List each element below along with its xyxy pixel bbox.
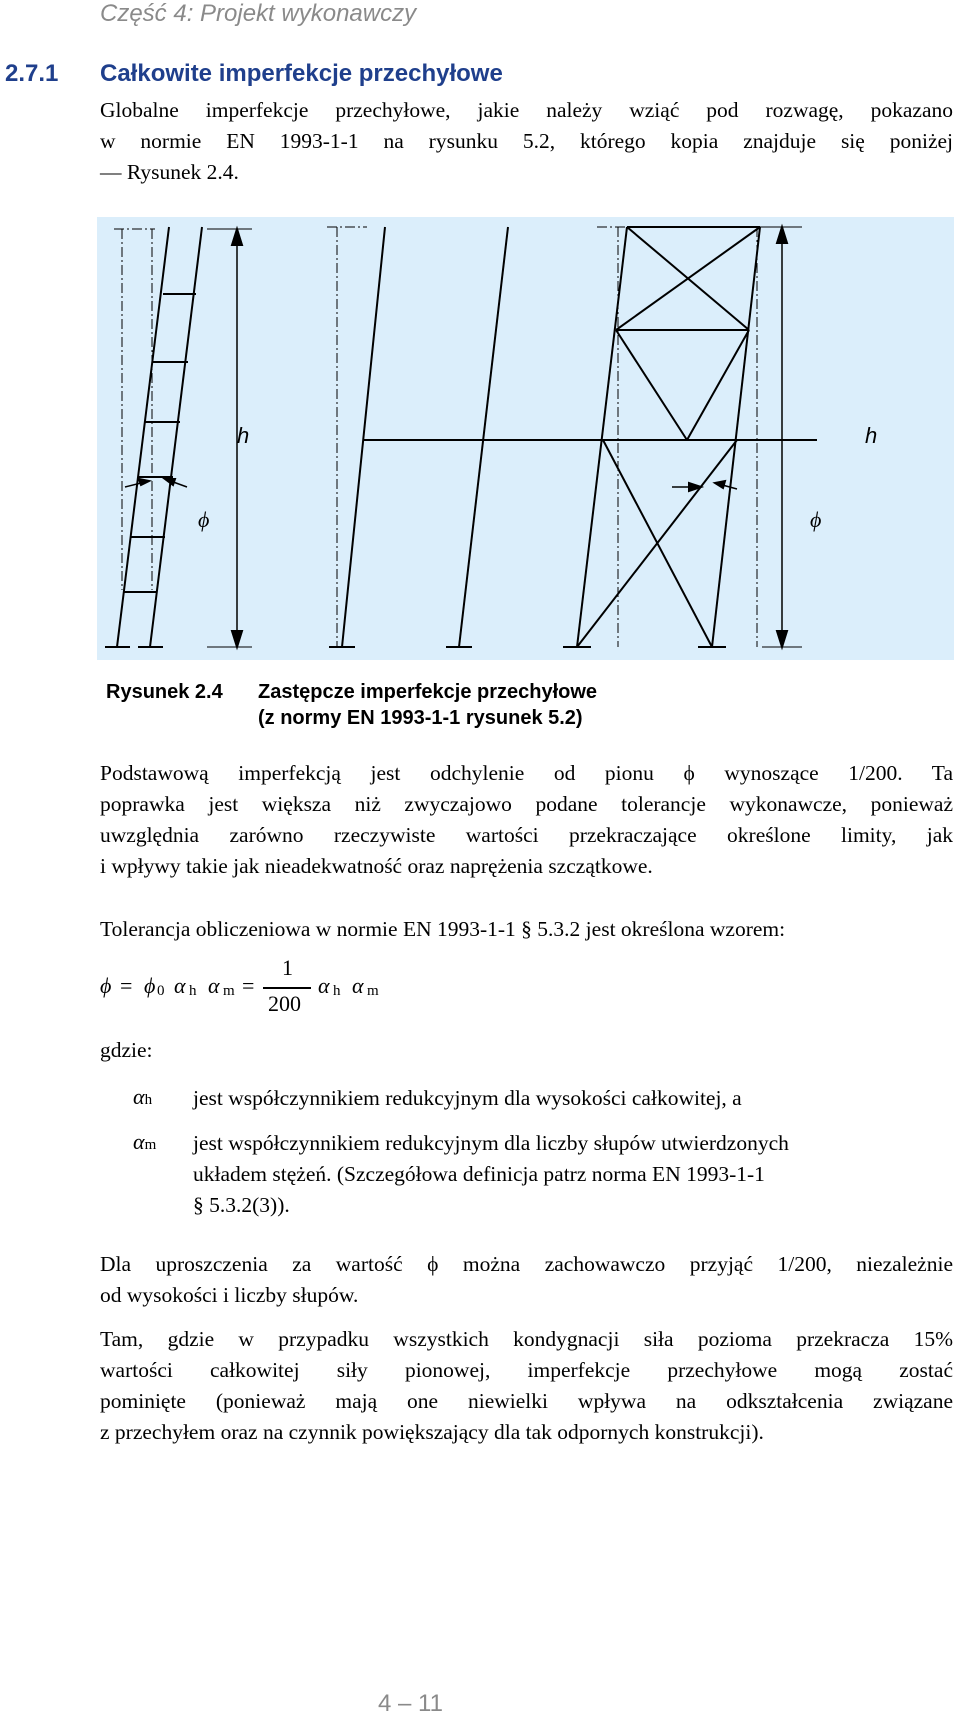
text-line: pominięte (ponieważ mają one niewielki wpływa na odkształcenia związane <box>100 1389 953 1413</box>
running-header: Część 4: Projekt wykonawczy <box>100 0 417 27</box>
bracing-diagonal <box>616 330 687 440</box>
section-title: Całkowite imperfekcje przechyłowe <box>100 60 503 87</box>
paragraph-horizontal-force <box>100 1324 953 1448</box>
paragraph-basic-imperfection <box>100 758 953 882</box>
formula-numerator: 1 <box>282 955 293 980</box>
figure-caption-line: Zastępcze imperfekcje przechyłowe <box>258 681 598 703</box>
formula-denominator: 200 <box>268 991 301 1016</box>
intro-paragraph <box>100 95 953 188</box>
label-h-right: h <box>865 423 878 448</box>
page-number: 4 – 11 <box>378 1690 443 1717</box>
text-line: w normie EN 1993-1-1 na rysunku 5.2, którego kopia znajduje się poniżej <box>100 129 953 153</box>
definition-text <box>193 1128 933 1221</box>
text-line: Globalne imperfekcje przechyłowe, jakie należy wziąć pod rozwagę, pokazano <box>100 98 953 122</box>
formula-subscript: m <box>367 983 379 999</box>
fraction-bar <box>263 987 311 989</box>
text-line: od wysokości i liczby słupów. <box>100 1283 359 1307</box>
phi-arrowhead <box>139 479 149 485</box>
formula-subscript: 0 <box>157 983 165 999</box>
formula-equals: = <box>120 973 133 998</box>
inclined-column <box>117 227 169 647</box>
figure-caption-line: (z normy EN 1993-1-1 rysunek 5.2) <box>258 707 583 729</box>
inclined-column <box>712 227 760 647</box>
text-line: Dla uproszczenia za wartość ϕ można zachowawczo przyjąć 1/200, niezależnie <box>100 1252 953 1276</box>
bracing-diagonal <box>616 227 760 330</box>
definitions-intro: gdzie: <box>100 1038 153 1062</box>
figure-caption-label: Rysunek 2.4 <box>106 681 223 703</box>
label-h-left: h <box>237 423 250 448</box>
definition-symbol-alpha-h <box>133 1084 152 1110</box>
text-line: uwzględnia zarówno rzeczywiste wartości przekraczające określone limity, jak <box>100 823 953 847</box>
formula-alpha: α <box>318 973 330 998</box>
dimension-arrowhead <box>777 227 787 243</box>
formula-alpha: α <box>352 973 364 998</box>
text-line: jest współczynnikiem redukcyjnym dla liczby słupów utwierdzonych <box>193 1131 789 1155</box>
formula-subscript: h <box>189 983 197 999</box>
label-phi-right: ϕ <box>810 507 822 532</box>
dimension-arrowhead <box>232 229 242 245</box>
text-line: Tolerancja obliczeniowa w normie EN 1993-1-1 § 5.3.2 jest określona wzorem: <box>100 917 786 941</box>
formula-alpha: α <box>208 973 220 998</box>
definition-text: jest współczynnikiem redukcyjnym dla wysokości całkowitej, a <box>193 1086 742 1110</box>
inclined-column <box>342 227 385 647</box>
text-line: z przechyłem oraz na czynnik powiększający dla tak odpornych konstrukcji). <box>100 1420 764 1444</box>
section-number: 2.7.1 <box>5 60 59 87</box>
formula-phi <box>100 955 500 1025</box>
alpha-symbol: α <box>133 1129 145 1154</box>
paragraph-simplification <box>100 1249 953 1311</box>
figure-sway-imperfections <box>97 217 954 660</box>
formula-alpha: α <box>174 973 186 998</box>
bracing-diagonal <box>577 440 737 647</box>
inclined-column <box>150 227 202 647</box>
inclined-column <box>459 227 508 647</box>
dimension-arrowhead <box>777 631 787 647</box>
text-line: poprawka jest większa niż zwyczajowo podane tolerancje wykonawcze, ponieważ <box>100 792 953 816</box>
dimension-arrowhead <box>232 631 242 647</box>
text-line: Tam, gdzie w przypadku wszystkich kondygnacji siła pozioma przekracza 15% <box>100 1327 953 1351</box>
formula-phi0-symbol: ϕ <box>144 973 156 998</box>
formula-equals: = <box>242 973 255 998</box>
bracing-diagonal <box>687 330 749 440</box>
formula-phi-symbol: ϕ <box>100 973 112 998</box>
text-line: — Rysunek 2.4. <box>100 160 239 184</box>
text-line: układem stężeń. (Szczegółowa definicja patrz norma EN 1993-1-1 <box>193 1162 765 1186</box>
inclined-column <box>577 227 627 647</box>
symbol-subscript: m <box>144 1137 157 1153</box>
text-line: i wpływy takie jak nieadekwatność oraz naprężenia szczątkowe. <box>100 854 653 878</box>
symbol-subscript: h <box>144 1092 153 1108</box>
text-line: wartości całkowitej siły pionowej, imperfekcje przechyłowe mogą zostać <box>100 1358 953 1382</box>
paragraph-tolerance <box>100 914 953 945</box>
text-line: Podstawową imperfekcją jest odchylenie od pionu ϕ wynoszące 1/200. Ta <box>100 761 953 785</box>
alpha-symbol: α <box>133 1084 145 1109</box>
formula-subscript: h <box>333 983 341 999</box>
phi-arrowhead <box>715 481 725 488</box>
definition-symbol-alpha-m <box>133 1129 156 1155</box>
text-line: § 5.3.2(3)). <box>193 1193 290 1217</box>
figure-drawing <box>97 217 954 660</box>
label-phi-left: ϕ <box>198 507 210 532</box>
formula-subscript: m <box>223 983 235 999</box>
